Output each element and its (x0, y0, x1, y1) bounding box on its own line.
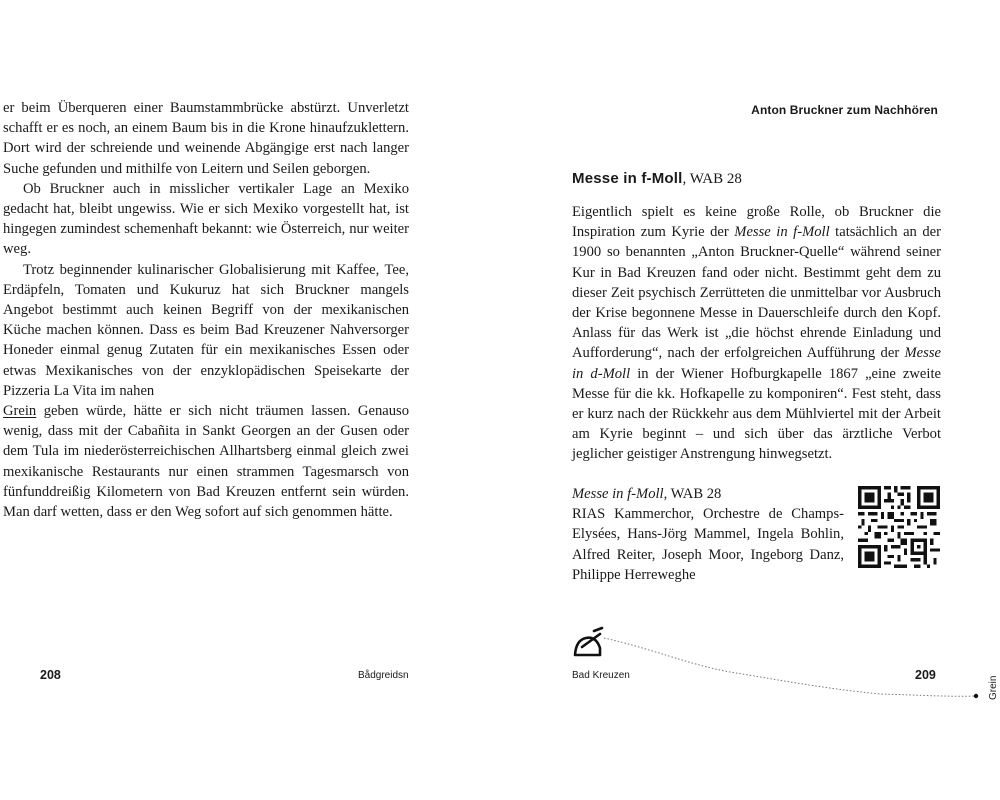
left-body-text (3, 98, 409, 522)
running-head: Anton Bruckner zum Nachhören (751, 103, 938, 117)
page-number-left: 208 (40, 668, 61, 682)
paragraph: er beim Überqueren einer Baumstammbrücke abstürzt. Unverletzt schafft er es noch, an einem Baum bis in die Krone hinaufzuklettern. Dort wird der schreiende und weinende Abgängige erst nach langer Suche gefunden und mithilfe von Leitern und Seilen geborgen. (3, 100, 409, 177)
recording-performers: RIAS Kammerchor, Orchestre de Champs-Elysées, Hans-Jörg Mammel, Ingela Bohlin, Alfred Reiter, Joseph Moor, Ingeborg Danz, Philippe Herreweghe (572, 506, 844, 583)
paragraph-text: geben würde, hätte er sich nicht träumen lassen. Genauso wenig, dass mit der Cabañita in Sankt Georgen an der Gusen oder dem Tula im niederösterreichischen Allhartsberg einmal gleich zwei mexikanische Restaurants nur einen strammen Tagesmarsch von fünfunddreißig Kilometern von Bad Kreuzen entfernt sein würden. Man darf wetten, dass er den Weg sofort auf sich genommen hätte. (3, 403, 409, 521)
paragraph-continued (3, 401, 409, 522)
text-run: tatsächlich an der 1900 so benannten „Anton Bruckner-Quelle“ während seiner Kur in Bad Kreuzen fand oder nicht. Bestimmt geht dem zu dieser Zeit psychisch Zerrütteten die unmittelbar vor Ausbruch der Krise begonnene Messe in Dauerschleife durch den Kopf. Anlass für das Werk ist „die höchst ehrende Einladung und Aufforderung“, nach der erfolgreichen Aufführung der (572, 224, 941, 362)
running-foot: Bådgreidsn (358, 670, 409, 681)
section-title-name: Messe in f-Moll (572, 170, 683, 187)
qr-code-icon[interactable] (858, 486, 940, 568)
paragraph (572, 202, 941, 465)
recording-work-title: Messe in f-Moll (572, 486, 664, 502)
route-end-label: Grein (988, 675, 999, 700)
paragraph: Ob Bruckner auch in misslicher vertikaler Lage an Mexiko gedacht hat, bleibt ungewiss. Wie er sich Mexiko vorgestellt hat, ist hingegen zumindest schemenhaft bekannt: wie Österreich, nur weiter weg. (3, 180, 409, 258)
right-page (500, 0, 1000, 800)
recording-work-suffix: , WAB 28 (663, 486, 722, 502)
page-number-right: 209 (915, 668, 936, 682)
right-body-text (572, 202, 941, 465)
section-title (572, 170, 742, 188)
work-title: Messe in f-Moll (734, 224, 830, 241)
recording-info (572, 484, 844, 585)
work-title: Messe in d-Moll (572, 345, 941, 382)
text-run: Eigentlich spielt es keine große Rolle, ob Bruckner die Inspiration zum Kyrie der (572, 204, 941, 241)
route-start-label: Bad Kreuzen (572, 670, 630, 681)
text-run: in der Wiener Hofburgkapelle 1867 „eine zweite Messe für die kk. Hofkapelle zu komponiren“. Fest steht, dass er kurz nach der Rückkehr aus dem Mühlviertel mit der Arbeit am Kyrie beginnt – und sich über das ärztliche Verbot jeglicher geistiger Anstrengung hinwegsetzt. (572, 365, 941, 463)
hiker-head-icon (575, 628, 602, 655)
grein-link[interactable]: Grein (3, 403, 37, 420)
section-title-suffix: , WAB 28 (682, 171, 742, 187)
paragraph: Trotz beginnender kulinarischer Globalisierung mit Kaffee, Tee, Erdäpfeln, Tomaten und Kukuruz hat sich Bruckner mangels Angebot bestimmt auch keinen Begriff von der mexikanischen Küche machen können. Dass es beim Bad Kreuzener Nahversorger Honeder einmal genug Zutaten für ein mexikanisches Essen oder etwas Mexikanisches von der enzyklopädischen Speisekarte der Pizzeria La Vita im nahen (3, 261, 409, 399)
route-end-marker (974, 694, 978, 698)
recording-work (572, 484, 844, 504)
